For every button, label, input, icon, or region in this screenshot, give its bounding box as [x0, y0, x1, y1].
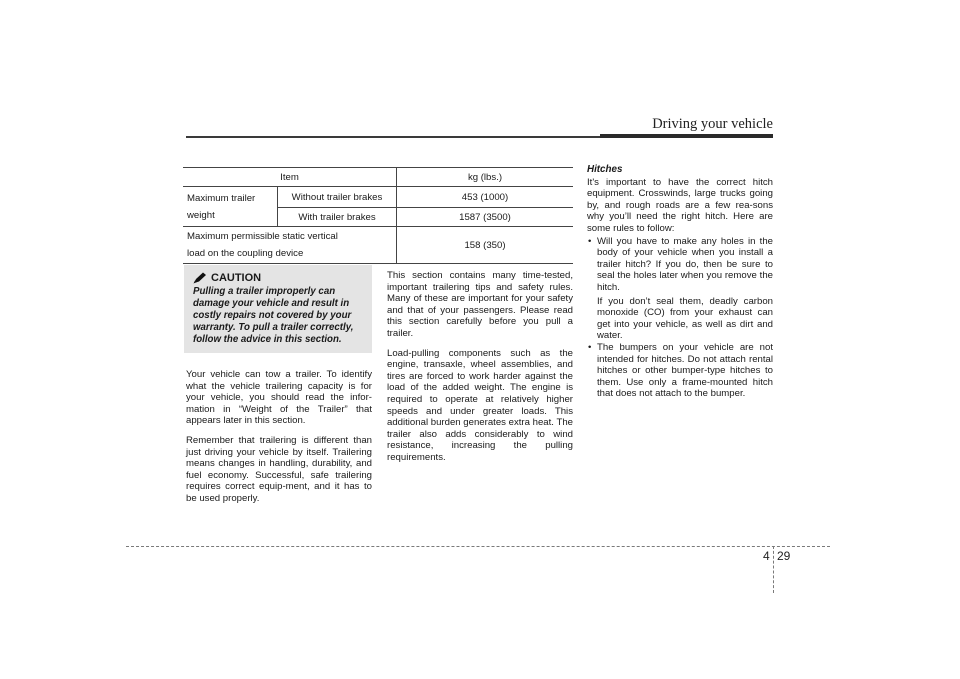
hitch-rules-list — [587, 236, 773, 400]
paragraph: This section contains many time-tested, important trailering tips and safety rules. Many of these are important for your safety and that of your passengers. Please read this section carefully before you pull a trailer. — [387, 270, 573, 339]
chapter-number: 4 — [763, 549, 770, 563]
page-number: 29 — [777, 549, 791, 563]
table-row — [183, 187, 573, 208]
paragraph: Remember that trailering is different than just driving your vehicle by itself. Trailering means changes in handling, durability, and fuel economy. Successful, safe trailering requires correct equip-ment, and it has to be used properly. — [186, 434, 372, 504]
table-header-item: Item — [183, 168, 397, 187]
section-title: Driving your vehicle — [652, 116, 773, 132]
list-item — [587, 236, 773, 342]
table-row — [183, 227, 573, 264]
footer-rule — [126, 546, 830, 547]
column-3 — [587, 164, 773, 400]
bullet-continuation: If you don’t seal them, deadly carbon monoxide (CO) from your exhaust can get into your vehicle, as well as dirt and water. — [597, 295, 773, 342]
paragraph: It's important to have the correct hitch equipment. Crosswinds, large trucks going by, and rough roads are a few rea-sons why you’ll need the right hitch. Here are some rules to follow: — [587, 176, 773, 234]
max-trailer-weight-label-a: Maximum trailer — [187, 192, 256, 204]
list-item — [587, 342, 773, 400]
bullet-text: • The bumpers on your vehicle are not intended for hitches. Do not attach rental hitches or other bumper-type hitches to them. Use only a frame-mounted hitch that does not attach to the bumper. — [597, 341, 773, 400]
caution-text: Pulling a trailer improperly can damage your vehicle and result in costly repairs not covered by your warranty. To pull a trailer correctly, follow the advice in this section. — [193, 286, 354, 345]
with-brakes-label: With trailer brakes — [278, 208, 397, 227]
with-brakes-value: 1587 (3500) — [397, 208, 574, 227]
column-1 — [186, 369, 372, 513]
column-2 — [387, 270, 573, 472]
without-brakes-value: 453 (1000) — [461, 191, 509, 203]
footer-divider — [773, 546, 774, 593]
table-header-row — [183, 168, 573, 187]
paragraph: Load-pulling components such as the engine, transaxle, wheel assemblies, and tires are forced to work harder against the load of the added weight. The engine is required to operate at relatively higher speeds and under greater loads. This additional burden generates extra heat. The trailer also adds considerably to wind resistance, increasing the pulling requirements. — [387, 347, 573, 463]
bullet-text: • Will you have to make any holes in the body of your vehicle when you install a trailer hitch? If you do, then be sure to seal the holes later when you remove the hitch. — [597, 235, 773, 293]
caution-title: CAUTION — [211, 272, 262, 284]
static-load-label-b: load on the coupling device — [187, 248, 304, 259]
paragraph: Your vehicle can tow a trailer. To identify what the vehicle trailering capacity is for your vehicle, you should read the infor-mation in “Weight of the Trailer” that appears later in this section. — [186, 369, 372, 427]
table-header-unit: kg (lbs.) — [397, 168, 574, 187]
without-brakes-label: Without trailer brakes — [278, 187, 397, 208]
trailer-capacity-table — [183, 167, 573, 264]
caution-box — [184, 265, 372, 353]
max-trailer-weight-label-b: weight — [187, 209, 215, 221]
pencil-icon — [193, 272, 207, 284]
hitches-heading: Hitches — [587, 164, 623, 175]
static-load-value: 158 (350) — [397, 227, 574, 264]
static-load-label-a: Maximum permissible static vertical — [187, 231, 338, 242]
header-rule-accent — [600, 134, 773, 138]
